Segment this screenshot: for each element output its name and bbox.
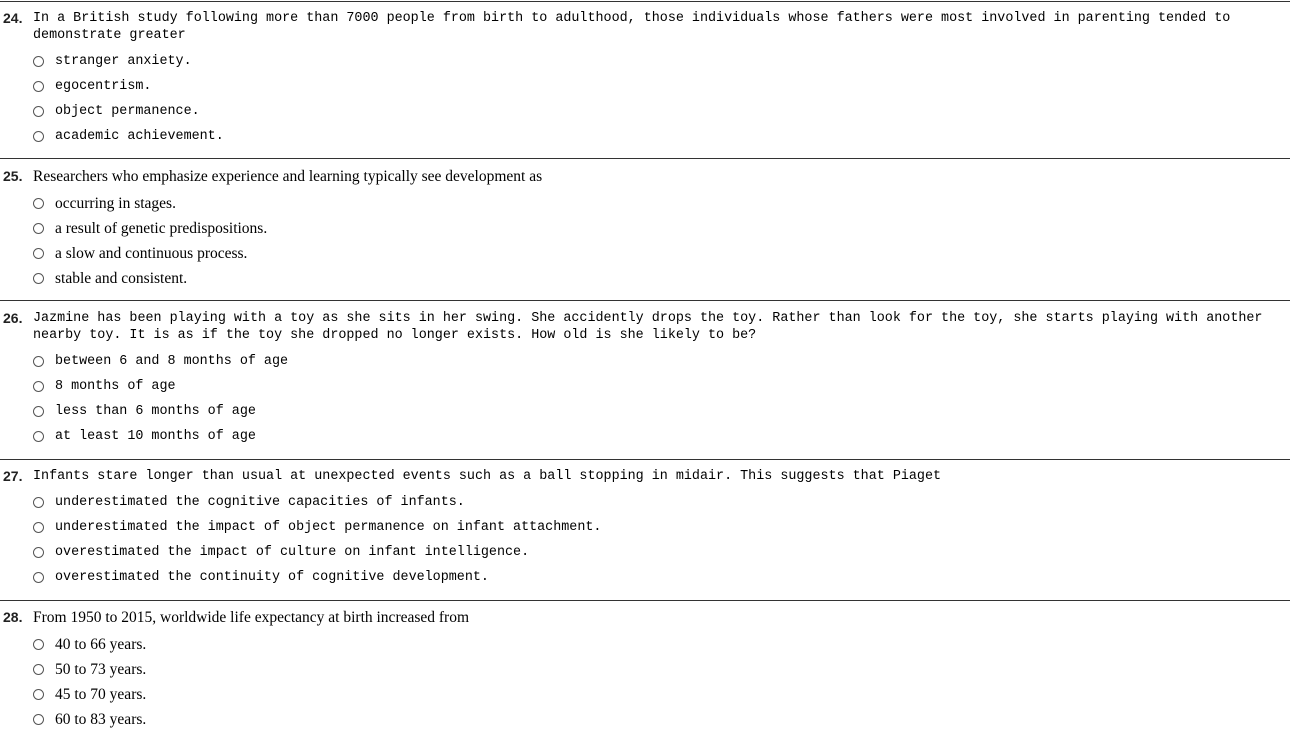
answer-option-label: stable and consistent. (55, 269, 188, 287)
answer-option-label: occurring in stages. (55, 194, 176, 212)
radio-button[interactable] (33, 56, 44, 67)
answer-option[interactable] (33, 542, 529, 562)
radio-button[interactable] (33, 223, 44, 234)
answer-option-label: 8 months of age (55, 378, 176, 394)
answer-option-label: object permanence. (55, 103, 200, 119)
answer-option[interactable] (33, 243, 247, 263)
question-text: In a British study following more than 7000 people from birth to adulthood, those individuals whose fathers were most involved in parenting tended to demonstrate greater (33, 11, 1231, 43)
radio-button[interactable] (33, 81, 44, 92)
question-number: 24. (3, 10, 23, 26)
radio-button[interactable] (33, 522, 44, 533)
radio-button[interactable] (33, 572, 44, 583)
radio-button[interactable] (33, 547, 44, 558)
answer-option-label: 60 to 83 years. (55, 710, 147, 728)
answer-option[interactable] (33, 193, 176, 213)
question-number: 25. (3, 168, 23, 184)
answer-option[interactable] (33, 351, 288, 371)
question-25 (0, 158, 1290, 301)
radio-button[interactable] (33, 497, 44, 508)
answer-option[interactable] (33, 567, 489, 587)
answer-option[interactable] (33, 634, 146, 654)
answer-option[interactable] (33, 51, 192, 71)
answer-option-label: less than 6 months of age (55, 403, 256, 419)
radio-button[interactable] (33, 131, 44, 142)
answer-option[interactable] (33, 268, 187, 288)
radio-button[interactable] (33, 273, 44, 284)
question-number: 28. (3, 609, 23, 625)
question-text: Researchers who emphasize experience and learning typically see development as (33, 168, 543, 185)
answer-option-label: overestimated the impact of culture on infant intelligence. (55, 544, 530, 560)
question-text: Jazmine has been playing with a toy as she sits in her swing. She accidently drops the toy. Rather than look for the toy, she starts playing with another nearby toy. It is as if the toy she dropped no longer exists. How old is she likely to be? (33, 311, 1263, 343)
answer-option-label: underestimated the impact of object permanence on infant attachment. (55, 519, 602, 535)
answer-option[interactable] (33, 659, 146, 679)
radio-button[interactable] (33, 106, 44, 117)
question-text: Infants stare longer than usual at unexpected events such as a ball stopping in midair. This suggests that Piaget (33, 469, 942, 484)
answer-option-label: 50 to 73 years. (55, 660, 147, 678)
answer-option-label: stranger anxiety. (55, 53, 192, 69)
radio-button[interactable] (33, 689, 44, 700)
answer-option[interactable] (33, 76, 151, 96)
answer-option[interactable] (33, 684, 146, 704)
answer-option[interactable] (33, 218, 267, 238)
question-number: 26. (3, 310, 23, 326)
radio-button[interactable] (33, 431, 44, 442)
radio-button[interactable] (33, 664, 44, 675)
answer-option-label: overestimated the continuity of cognitive development. (55, 569, 489, 585)
question-27 (0, 459, 1290, 601)
answer-option-label: academic achievement. (55, 128, 224, 144)
radio-button[interactable] (33, 198, 44, 209)
answer-option-label: 40 to 66 years. (55, 635, 147, 653)
radio-button[interactable] (33, 356, 44, 367)
answer-option[interactable] (33, 492, 465, 512)
answer-option[interactable] (33, 376, 176, 396)
question-text: From 1950 to 2015, worldwide life expectancy at birth increased from (33, 609, 470, 626)
radio-button[interactable] (33, 248, 44, 259)
answer-option-label: a result of genetic predispositions. (55, 219, 268, 237)
answer-option-label: underestimated the cognitive capacities of infants. (55, 494, 465, 510)
answer-option-label: 45 to 70 years. (55, 685, 147, 703)
answer-option-label: at least 10 months of age (55, 428, 256, 444)
radio-button[interactable] (33, 639, 44, 650)
answer-option[interactable] (33, 709, 146, 729)
question-28 (0, 600, 1290, 736)
answer-option[interactable] (33, 126, 224, 146)
answer-option-label: egocentrism. (55, 78, 152, 94)
answer-option[interactable] (33, 401, 256, 421)
question-26 (0, 300, 1290, 460)
question-number: 27. (3, 468, 23, 484)
answer-option[interactable] (33, 426, 256, 446)
radio-button[interactable] (33, 714, 44, 725)
radio-button[interactable] (33, 406, 44, 417)
answer-option-label: between 6 and 8 months of age (55, 353, 289, 369)
answer-option[interactable] (33, 101, 200, 121)
radio-button[interactable] (33, 381, 44, 392)
question-24 (0, 1, 1290, 159)
answer-option-label: a slow and continuous process. (55, 244, 248, 262)
answer-option[interactable] (33, 517, 601, 537)
